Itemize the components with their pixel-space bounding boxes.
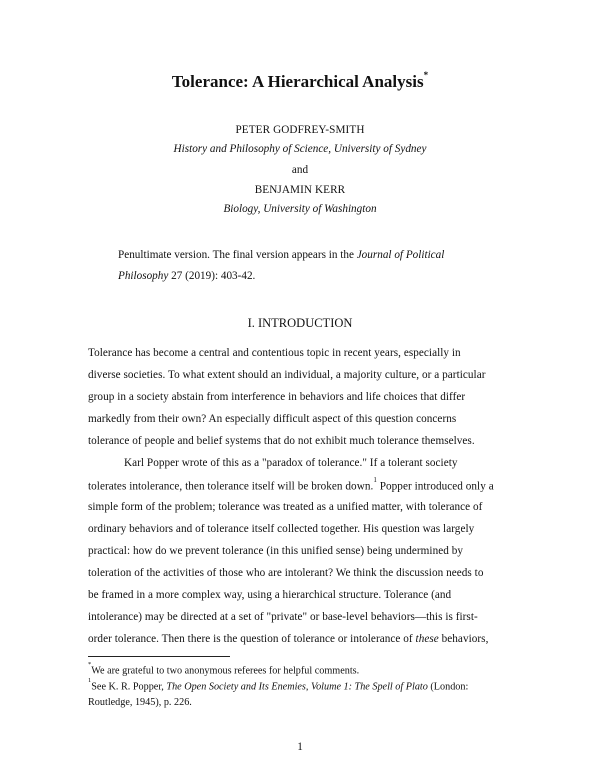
body-line: toleration of the activities of those who are intolerant? We think the discussion needs to [88,567,484,579]
author-conjunction: and [291,164,309,176]
footnote: *We are grateful to two anonymous referees for helpful comments. [88,661,360,677]
body-line: Tolerance has become a central and contentious topic in recent years, especially in [88,347,461,359]
body-line: ordinary behaviors and of tolerance itself collected together. His question was largely [88,523,475,535]
author-name: PETER GODFREY-SMITH [235,124,365,136]
title-footnote-mark: * [423,70,429,81]
body-line: order tolerance. Then there is the question of tolerance or intolerance of these behaviors, [88,633,489,645]
footnote-continuation: Routledge, 1945), p. 226. [88,697,192,708]
footnote-divider [88,656,230,657]
author-name: BENJAMIN KERR [254,184,346,196]
body-line: tolerates intolerance, then tolerance itself will be broken down.$^1$ Popper introduced only a [88,476,494,493]
body-line: simple form of the problem; tolerance was treated as a unified matter, with tolerance of [88,501,483,513]
footnote: $^1$See K. R. Popper, The Open Society and Its Enemies, Volume 1: The Spell of Plato (London: [88,677,469,693]
author-affiliation: Biology, University of Washington [223,203,377,215]
body-line: group in a society abstain from interference in behaviors and life choices that differ [88,391,466,403]
body-line: be framed in a more complex way, using a hierarchical structure. Tolerance (and [88,589,452,601]
page-number: 1 [297,741,303,753]
footnote-reference: 1 [373,476,377,484]
body-line: diverse societies. To what extent should an individual, a majority culture, or a particular [88,369,486,381]
author-affiliation: History and Philosophy of Science, University of Sydney [173,143,427,155]
section-heading: I. INTRODUCTION [247,316,353,330]
version-note-line: Penultimate version. The final version appears in the Journal of Political [118,249,445,261]
body-line: practical: how do we prevent tolerance (in this unified sense) being undermined by [88,545,464,557]
body-line: intolerance) may be directed at a set of "private" or base-level behaviors—this is first- [88,611,478,623]
paper-title: Tolerance: A Hierarchical Analysis* [171,70,429,91]
body-line: Karl Popper wrote of this as a "paradox of tolerance." If a tolerant society [124,457,458,469]
version-note-line: Philosophy 27 (2019): 403-42. [118,270,256,282]
body-line: tolerance of people and belief systems that do not exhibit much tolerance themselves. [88,435,475,447]
body-line: markedly from their own? An especially difficult aspect of this question concerns [88,413,457,425]
